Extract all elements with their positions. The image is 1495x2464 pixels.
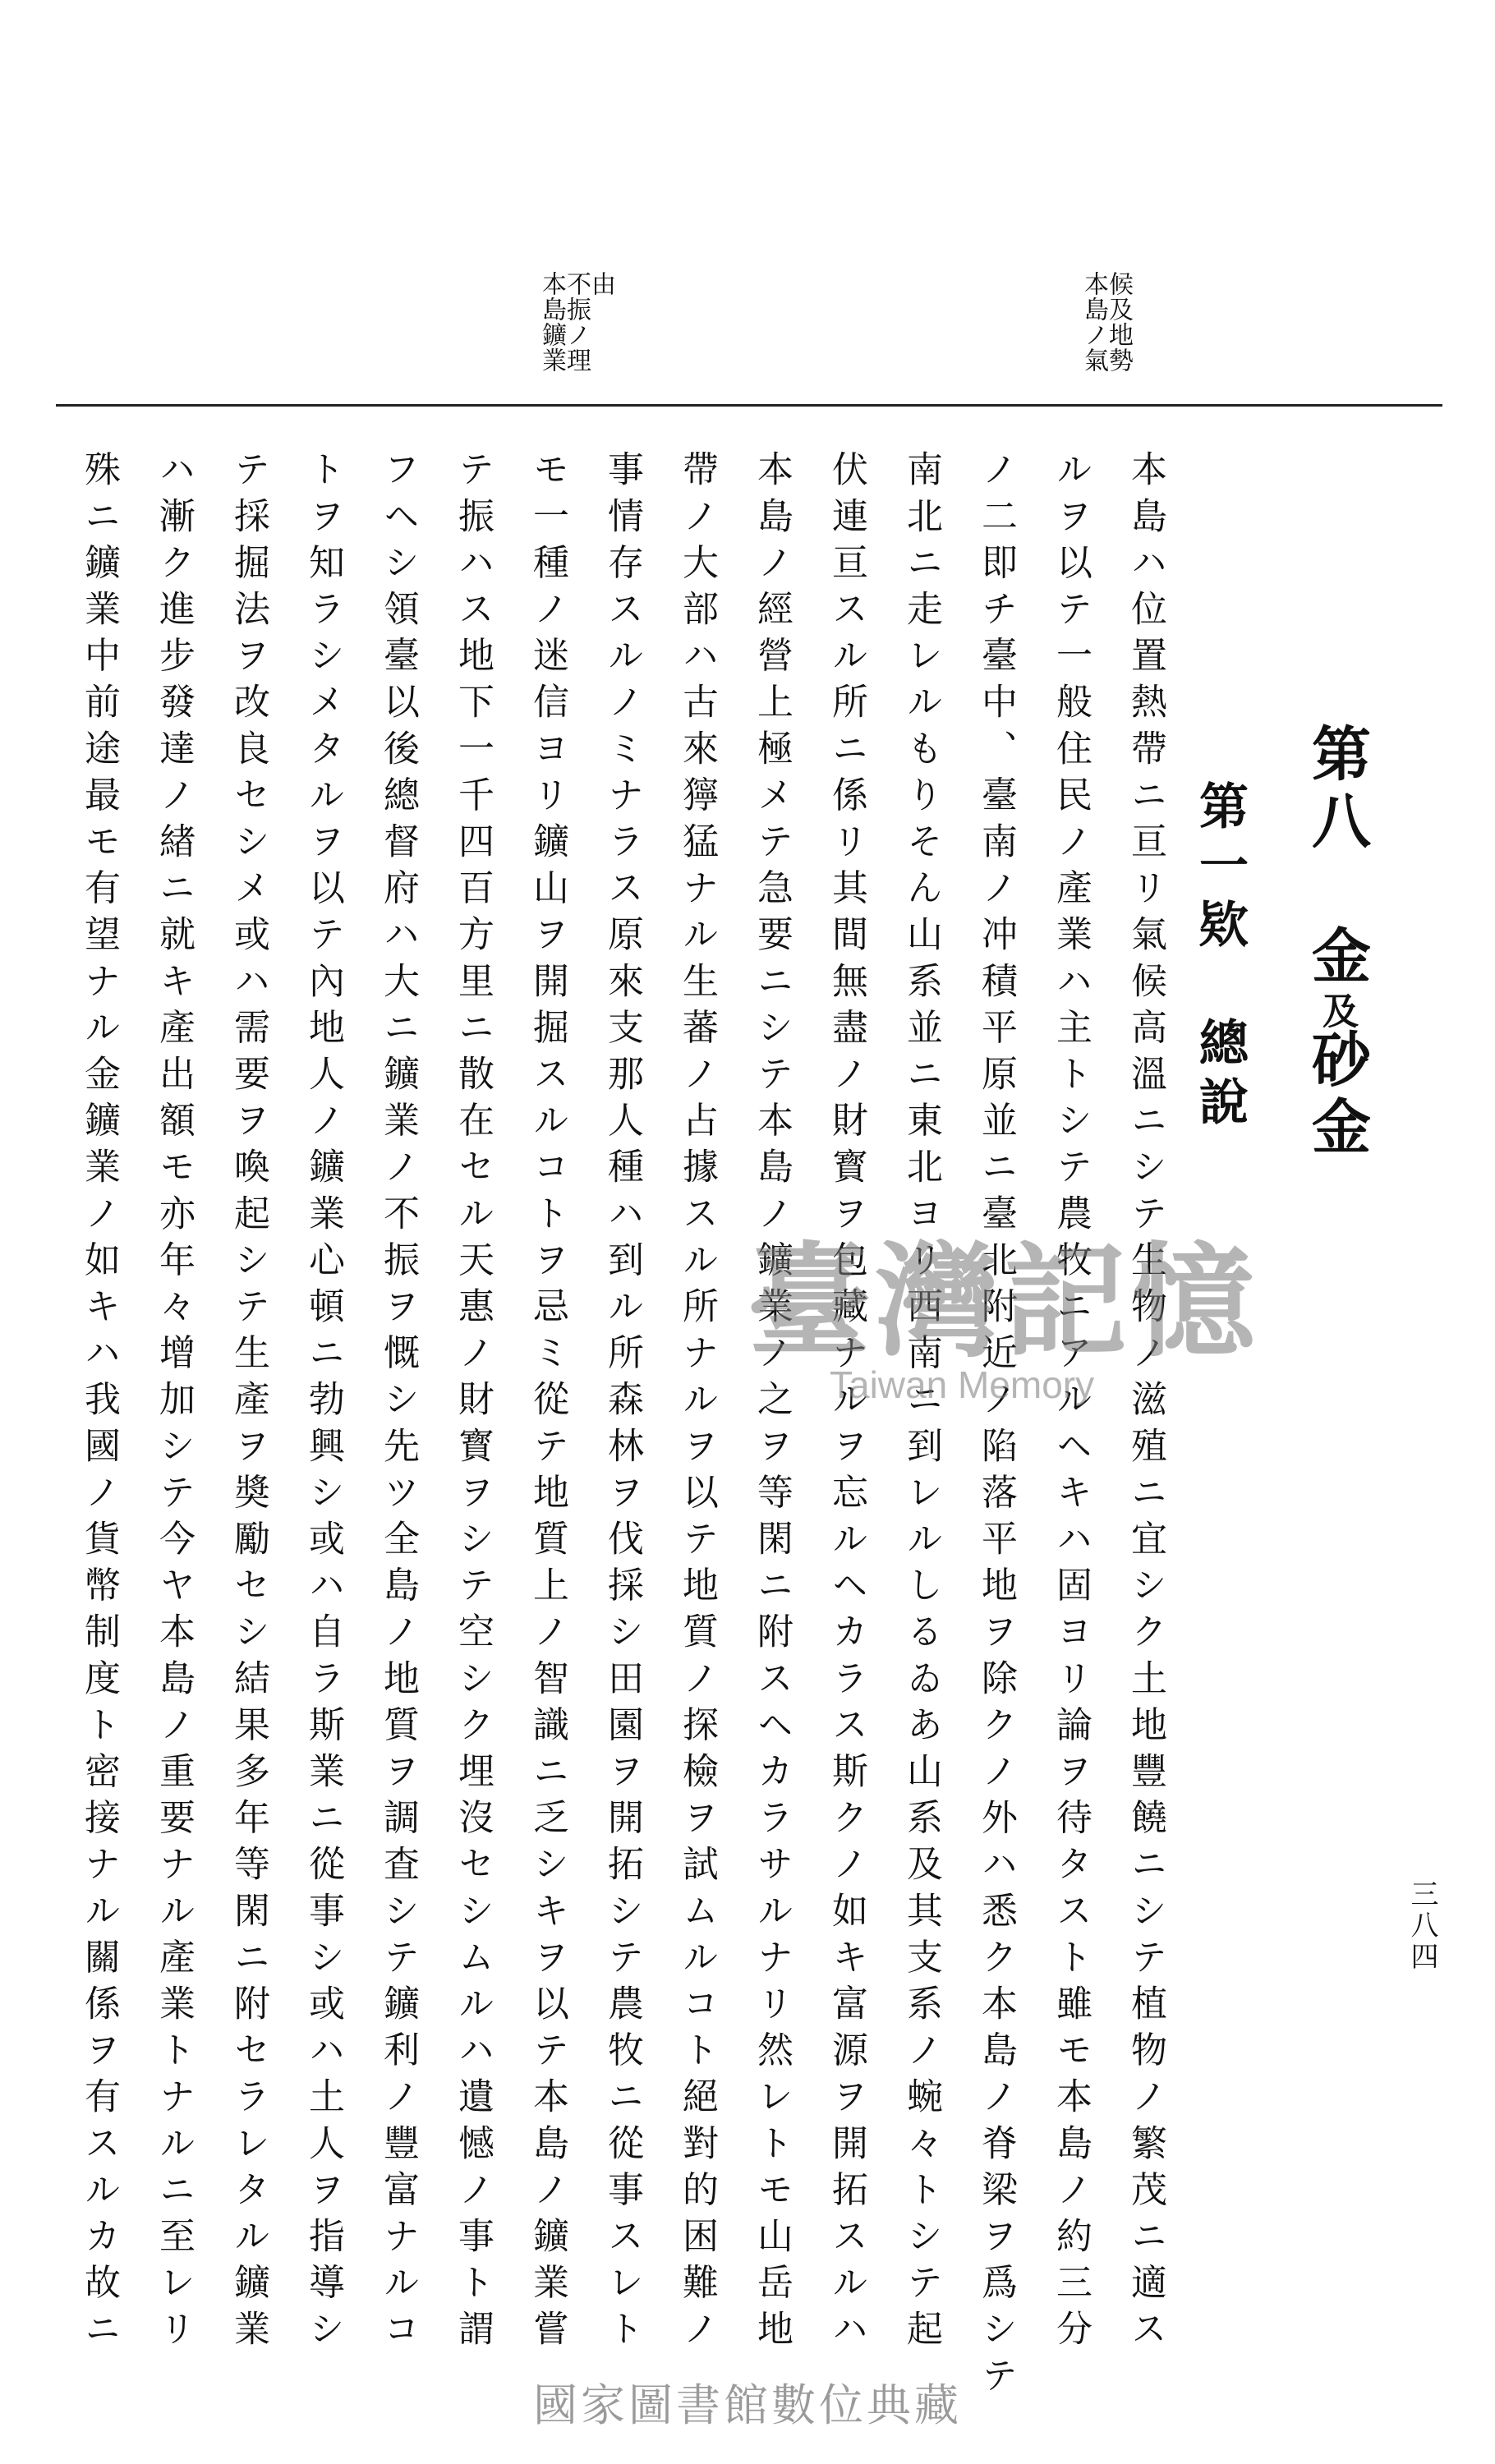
chapter-title-gold: 金: [1302, 925, 1372, 992]
text-column-12: トヲ知ラシメタルヲ以テ內地人ノ鑛業心頓ニ勃興シ或ハ自ラ斯業ニ從事シ或ハ土人ヲ指導シ: [302, 450, 344, 2356]
headnote-mining-decline: [539, 271, 619, 399]
text-column-1: 本島ハ位置熱帶ニ亘リ氣候高溫ニシテ生物ノ滋殖ニ宜シク土地豐饒ニシテ植物ノ繁茂ニ適ス: [1125, 450, 1166, 2356]
watermark-logo: [739, 1232, 1298, 1429]
headnote-line: 本島鑛業: [537, 271, 566, 373]
headnote-line: 本島ノ氣: [1079, 271, 1108, 373]
chapter-title-placer-gold: 砂金: [1302, 1028, 1372, 1163]
text-column-2: ルヲ以テ一般住民ノ產業ハ主トシテ農牧ニアルヘキハ固ヨリ論ヲ待タスト雖モ本島ノ約三分: [1050, 450, 1092, 2356]
section-number: 第一欵: [1191, 780, 1249, 958]
text-column-5: 伏連亘スル所ニ係リ其間無盡ノ財寳ヲ包藏ナルヲ忘ルヘカラス斯クノ如キ富源ヲ開拓スルハ: [826, 450, 867, 2356]
text-column-9: モ一種ノ迷信ヨリ鑛山ヲ開掘スルコトヲ忌ミ從テ地質上ノ智識ニ乏シキヲ以テ本島ノ鑛業嘗: [527, 450, 568, 2356]
chapter-title-joiner: 及: [1316, 992, 1358, 1028]
text-column-3: ノ二即チ臺中、臺南ノ冲積平原並ニ臺北附近ノ陷落平地ヲ除クノ外ハ悉ク本島ノ脊梁ヲ爲シテ: [975, 450, 1017, 2403]
text-column-6: 本島ノ經營上極メテ急要ニシテ本島ノ鑛業ノ之ヲ等閑ニ附スヘカラサルナリ然レトモ山岳地: [751, 450, 793, 2356]
page-number: 三八四: [1405, 1879, 1438, 1973]
text-column-7: 帶ノ大部ハ古來獰猛ナル生蕃ノ占據スル所ナルヲ以テ地質ノ探檢ヲ試ムルコト絕對的困難ノ: [676, 450, 718, 2356]
text-column-13: テ採掘法ヲ改良セシメ或ハ需要ヲ喚起シテ生產ヲ奬勵セシ結果多年等閑ニ附セラレタル鑛業: [228, 450, 269, 2356]
headnote-line: 不振ノ理: [562, 271, 591, 373]
library-footer: 國家圖書館數位典藏: [533, 2379, 962, 2431]
watermark-english: Taiwan Memory: [830, 1363, 1095, 1406]
section-heading: [1183, 780, 1257, 1207]
text-column-14: ハ漸ク進步發達ノ緖ニ就キ產出額モ亦年々增加シテ今ヤ本島ノ重要ナル產業トナルニ至レリ: [153, 450, 195, 2356]
text-column-8: 事情存スルノミナラス原來支那人種ハ到ル所森林ヲ伐採シ田園ヲ開拓シテ農牧ニ從事スレト: [601, 450, 643, 2356]
section-title: 總說: [1191, 1017, 1249, 1135]
text-column-15: 殊ニ鑛業中前途最モ有望ナル金鑛業ノ如キハ我國ノ貨幣制度ト密接ナル關係ヲ有スルカ故ニ: [78, 450, 120, 2356]
chapter-heading: [1291, 723, 1382, 1183]
headnote-climate-terrain: [1081, 271, 1134, 399]
headnote-line: 由: [586, 271, 615, 297]
header-rule: [56, 404, 1442, 407]
watermark-chinese: 臺灣記憶: [748, 1230, 1261, 1374]
text-column-4: 南北ニ走レルもりそん山系並ニ東北ヨリ西南ニ到レルしるゐあ山系及其支系ノ蜿々トシテ起: [900, 450, 942, 2356]
text-column-10: テ振ハス地下一千四百方里ニ散在セル天惠ノ財寳ヲシテ空シク埋沒セシムルハ遺憾ノ事ト謂: [452, 450, 494, 2356]
headnote-line: 候及地勢: [1104, 271, 1133, 373]
chapter-number: 第八: [1302, 723, 1372, 857]
text-column-11: フヘシ領臺以後總督府ハ大ニ鑛業ノ不振ヲ慨シ先ツ全島ノ地質ヲ調査シテ鑛利ノ豐富ナルコ: [377, 450, 419, 2356]
